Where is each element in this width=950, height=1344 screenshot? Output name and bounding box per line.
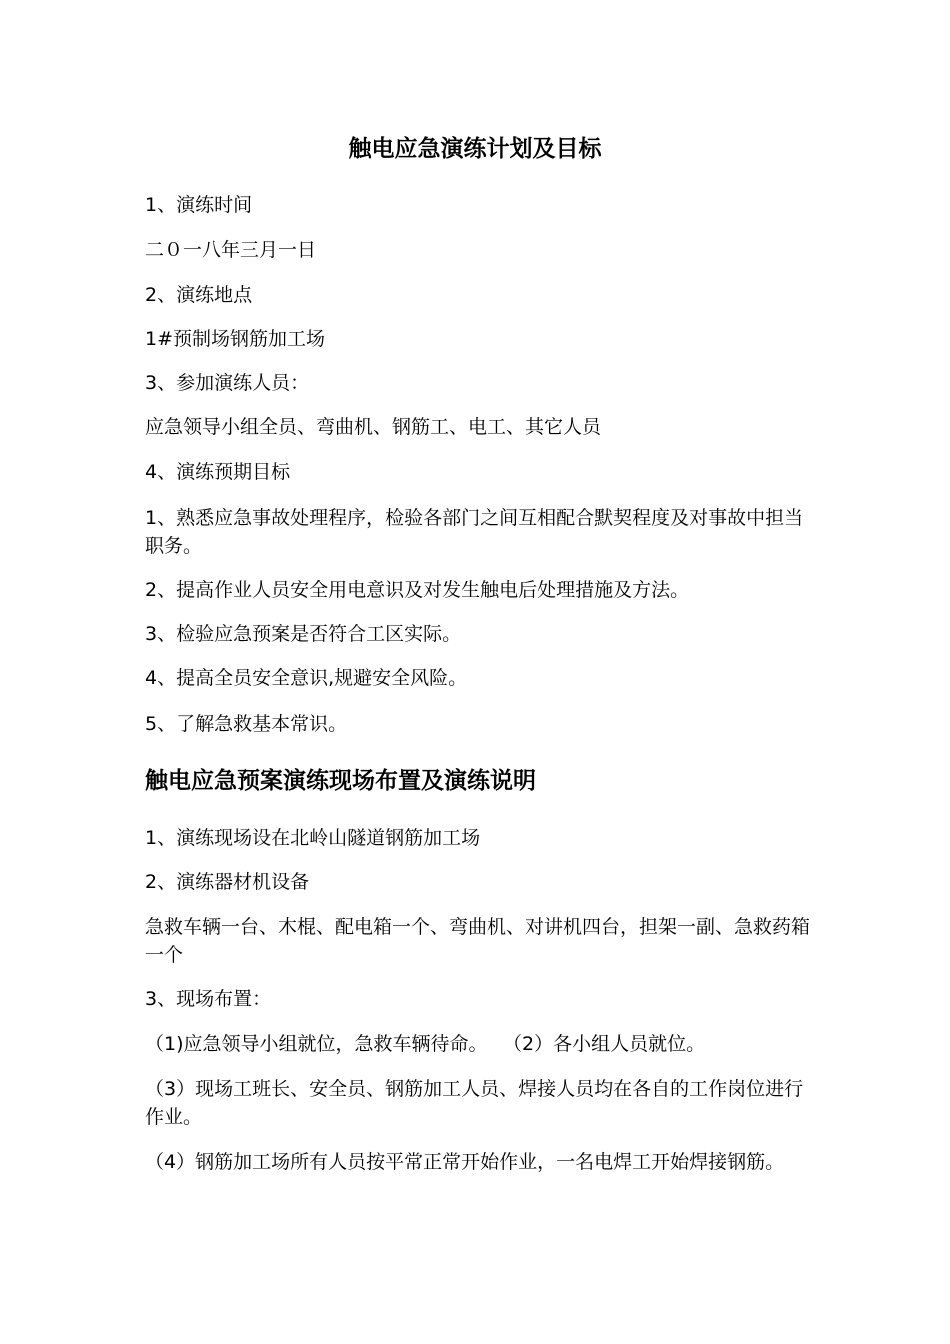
drill-place-value: 1#预制场钢筋加工场 xyxy=(145,328,326,350)
goal-item: 3、检验应急预案是否符合工区实际。 xyxy=(145,623,462,645)
drill-time-label: 1、演练时间 xyxy=(145,194,253,216)
drill-people-value: 应急领导小组全员、弯曲机、钢筋工、电工、其它人员 xyxy=(145,416,602,438)
section-heading: 触电应急预案演练现场布置及演练说明 xyxy=(145,768,536,794)
drill-goals-label: 4、演练预期目标 xyxy=(145,461,291,483)
goal-item: 2、提高作业人员安全用电意识及对发生触电后处理措施及方法。 xyxy=(145,579,690,601)
layout-item: （3）现场工班长、安全员、钢筋加工人员、焊接人员均在各自的工作岗位进行作业。 xyxy=(145,1078,804,1128)
layout-item: （4）钢筋加工场所有人员按平常正常开始作业，一名电焊工开始焊接钢筋。 xyxy=(145,1151,785,1173)
goal-item: 4、提高全员安全意识,规避安全风险。 xyxy=(145,667,468,689)
document-title: 触电应急演练计划及目标 xyxy=(348,136,602,162)
drill-place-label: 2、演练地点 xyxy=(145,284,253,306)
drill-time-value: 二０一八年三月一日 xyxy=(145,239,317,261)
layout-label: 3、现场布置： xyxy=(145,988,272,1010)
equipment-label: 2、演练器材机设备 xyxy=(145,871,310,893)
goal-item: 5、了解急救基本常识。 xyxy=(145,713,348,735)
layout-item: （1)应急领导小组就位，急救车辆待命。 （2）各小组人员就位。 xyxy=(145,1033,706,1055)
equipment-value: 急救车辆一台、木棍、配电箱一个、弯曲机、对讲机四台，担架一副、急救药箱一个 xyxy=(145,916,811,966)
goal-item: 1、熟悉应急事故处理程序，检验各部门之间互相配合默契程度及对事故中担当职务。 xyxy=(145,507,804,557)
drill-people-label: 3、参加演练人员： xyxy=(145,372,310,394)
drill-site-line: 1、演练现场设在北岭山隧道钢筋加工场 xyxy=(145,827,481,849)
